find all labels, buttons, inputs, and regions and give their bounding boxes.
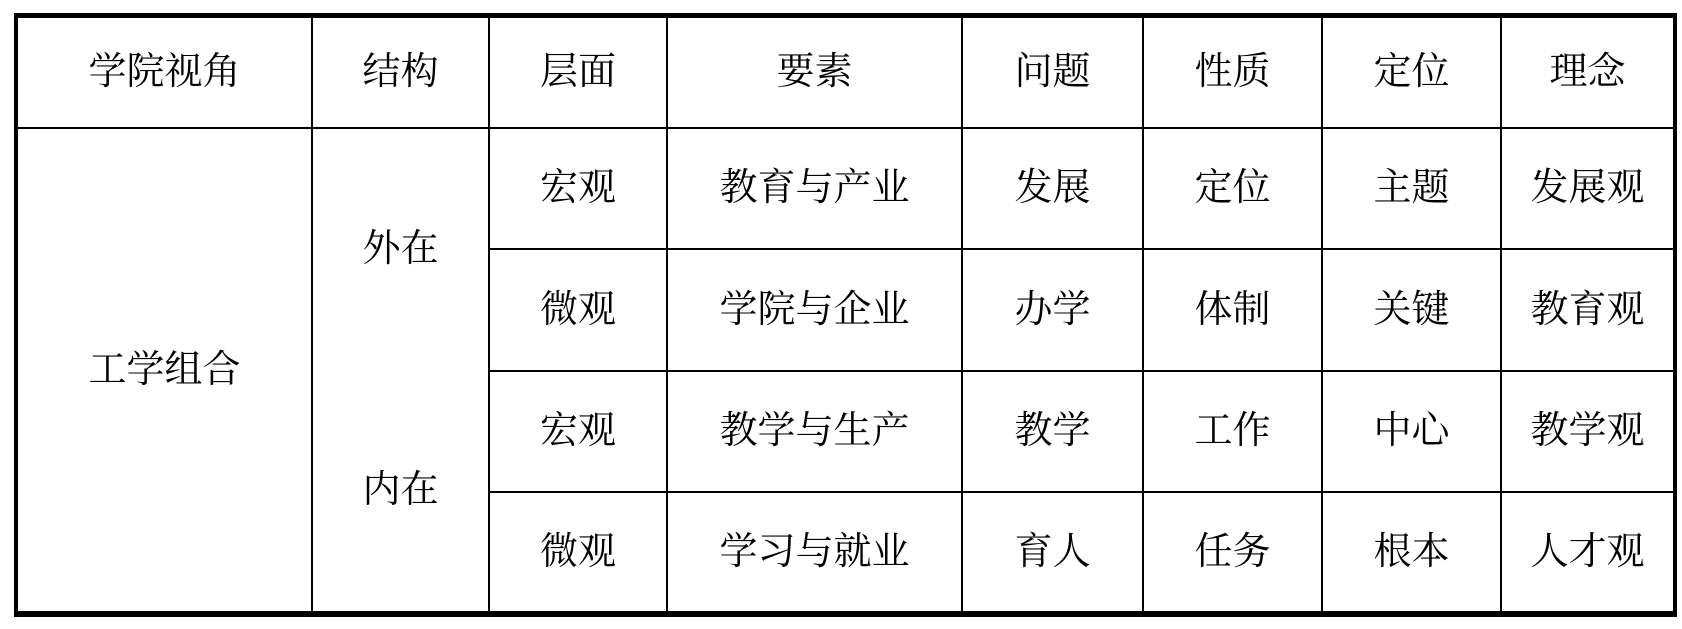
cell-position: 主题 (1322, 128, 1501, 250)
structure-group-wrap (313, 129, 488, 611)
cell-level: 宏观 (489, 128, 667, 250)
cell-concept: 教育观 (1501, 249, 1675, 371)
cell-level: 微观 (489, 492, 667, 614)
structure-outer-label: 外在 (362, 228, 439, 270)
college-perspective-table (14, 13, 1677, 617)
cell-element: 学习与就业 (667, 492, 962, 614)
cell-nature: 工作 (1143, 371, 1322, 493)
cell-level: 微观 (489, 249, 667, 371)
cell-concept: 教学观 (1501, 371, 1675, 493)
cell-position: 根本 (1322, 492, 1501, 614)
cell-problem: 教学 (962, 371, 1143, 493)
cell-perspective: 工学组合 (16, 128, 312, 614)
cell-position: 关键 (1322, 249, 1501, 371)
cell-structure-group (312, 128, 489, 614)
cell-level: 宏观 (489, 371, 667, 493)
header-concept: 理念 (1501, 16, 1675, 128)
cell-problem: 办学 (962, 249, 1143, 371)
header-level: 层面 (489, 16, 667, 128)
cell-concept: 发展观 (1501, 128, 1675, 250)
table-row (16, 128, 1675, 250)
header-element: 要素 (667, 16, 962, 128)
cell-nature: 定位 (1143, 128, 1322, 250)
header-position: 定位 (1322, 16, 1501, 128)
cell-problem: 发展 (962, 128, 1143, 250)
cell-problem: 育人 (962, 492, 1143, 614)
header-nature: 性质 (1143, 16, 1322, 128)
header-row (16, 16, 1675, 128)
cell-element: 教学与生产 (667, 371, 962, 493)
header-structure: 结构 (312, 16, 489, 128)
cell-position: 中心 (1322, 371, 1501, 493)
cell-nature: 任务 (1143, 492, 1322, 614)
cell-concept: 人才观 (1501, 492, 1675, 614)
cell-element: 教育与产业 (667, 128, 962, 250)
header-college-perspective: 学院视角 (16, 16, 312, 128)
cell-nature: 体制 (1143, 249, 1322, 371)
structure-inner-label: 内在 (362, 469, 439, 511)
header-problem: 问题 (962, 16, 1143, 128)
cell-element: 学院与企业 (667, 249, 962, 371)
